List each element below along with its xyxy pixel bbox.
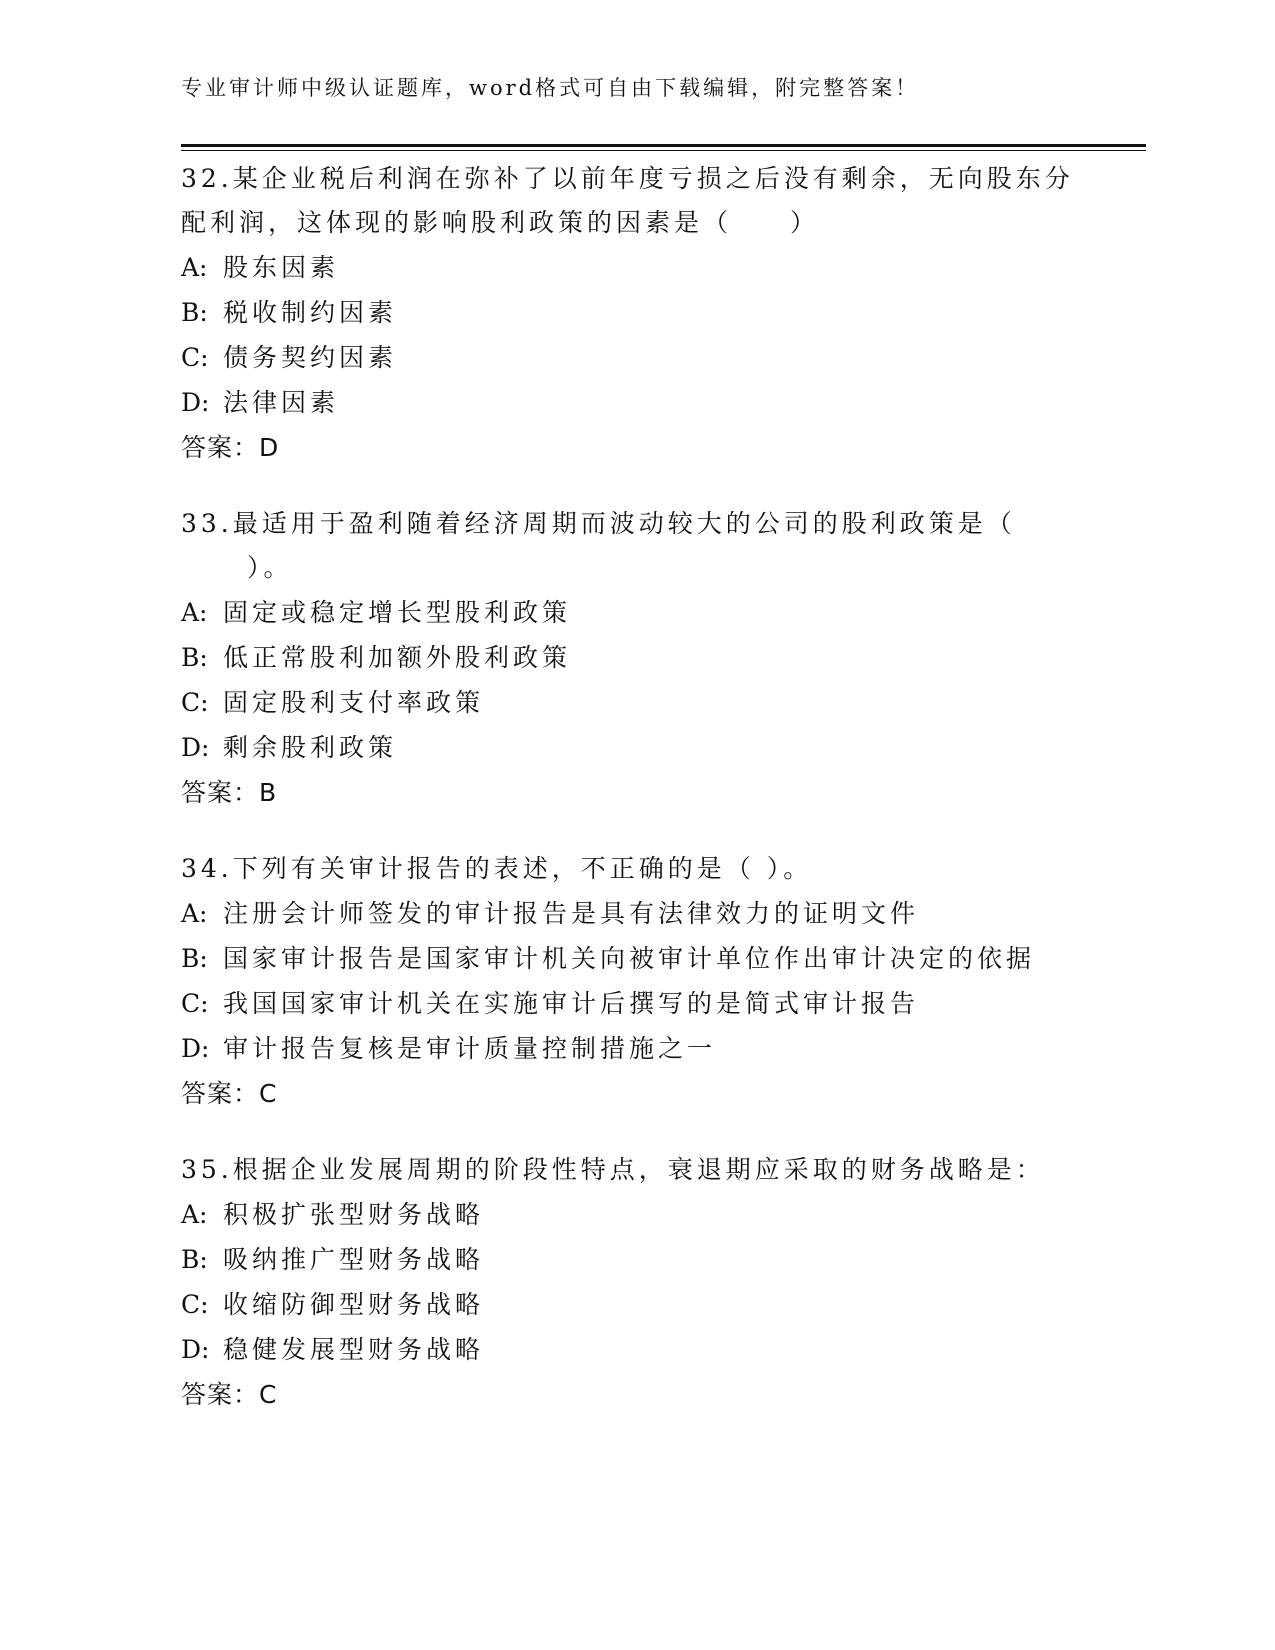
option-text: 固定股利支付率政策: [223, 688, 485, 717]
option-key: A:: [181, 598, 208, 627]
header-rule-thick: [181, 144, 1146, 147]
question-stem-line-2: 配利润，这体现的影响股利政策的因素是（ ）: [181, 208, 820, 237]
option-c: [181, 680, 1081, 725]
question-list: [181, 157, 1081, 1449]
option-text: 剩余股利政策: [223, 733, 398, 762]
option-text: 税收制约因素: [223, 298, 398, 327]
option-key: C:: [181, 1290, 209, 1319]
option-a: [181, 245, 1081, 290]
option-text: 法律因素: [223, 388, 340, 417]
option-key: A:: [181, 899, 208, 928]
option-key: A:: [181, 1200, 208, 1229]
question-stem-line-1: 33.最适用于盈利随着经济周期而波动较大的公司的股利政策是（: [181, 509, 1016, 538]
option-key: B:: [181, 944, 208, 973]
option-b: [181, 290, 1081, 335]
option-d: [181, 725, 1081, 770]
option-text: 国家审计报告是国家审计机关向被审计单位作出审计决定的依据: [223, 944, 1036, 973]
option-key: D:: [181, 1034, 210, 1063]
answer-line: 答案：C: [181, 1380, 278, 1409]
option-text: 积极扩张型财务战略: [223, 1200, 485, 1229]
option-text: 我国国家审计机关在实施审计后撰写的是简式审计报告: [223, 989, 920, 1018]
question-stem: [181, 847, 1081, 891]
option-a: [181, 590, 1081, 635]
option-c: [181, 981, 1081, 1026]
question-stem: [181, 157, 1081, 245]
option-key: C:: [181, 989, 209, 1018]
question-stem-line-1: 34.下列有关审计报告的表述，不正确的是（ ）。: [181, 854, 813, 883]
option-c: [181, 1282, 1081, 1327]
answer-line: 答案：C: [181, 1079, 278, 1108]
option-text: 固定或稳定增长型股利政策: [223, 598, 572, 627]
answer-line: 答案：B: [181, 778, 278, 807]
question-stem-line-1: 32.某企业税后利润在弥补了以前年度亏损之后没有剩余，无向股东分: [181, 164, 1074, 193]
question-stem: [181, 502, 1081, 590]
option-d: [181, 380, 1081, 425]
option-a: [181, 891, 1081, 936]
page-header-text: 专业审计师中级认证题库，word格式可自由下载编辑，附完整答案！: [181, 76, 920, 100]
option-text: 股东因素: [223, 253, 340, 282]
header-rule-thin: [181, 150, 1146, 151]
option-key: B:: [181, 643, 208, 672]
question-34: [181, 847, 1081, 1116]
option-b: [181, 936, 1081, 981]
option-key: A:: [181, 253, 208, 282]
question-35: [181, 1148, 1081, 1417]
option-c: [181, 335, 1081, 380]
option-text: 收缩防御型财务战略: [223, 1290, 485, 1319]
option-b: [181, 635, 1081, 680]
option-d: [181, 1026, 1081, 1071]
option-a: [181, 1192, 1081, 1237]
option-text: 审计报告复核是审计质量控制措施之一: [223, 1034, 717, 1063]
option-d: [181, 1327, 1081, 1372]
option-key: C:: [181, 343, 209, 372]
option-text: 债务契约因素: [223, 343, 398, 372]
option-key: D:: [181, 388, 210, 417]
question-32: [181, 157, 1081, 470]
option-key: C:: [181, 688, 209, 717]
option-text: 注册会计师签发的审计报告是具有法律效力的证明文件: [223, 899, 920, 928]
option-text: 吸纳推广型财务战略: [223, 1245, 485, 1274]
option-key: B:: [181, 1245, 208, 1274]
option-text: 低正常股利加额外股利政策: [223, 643, 572, 672]
option-key: B:: [181, 298, 208, 327]
question-stem-line-1: 35.根据企业发展周期的阶段性特点，衰退期应采取的财务战略是：: [181, 1155, 1045, 1184]
question-stem: [181, 1148, 1081, 1192]
option-text: 稳健发展型财务战略: [223, 1335, 485, 1364]
option-key: D:: [181, 733, 210, 762]
question-stem-line-2: ）。: [247, 553, 293, 582]
question-33: [181, 502, 1081, 815]
option-key: D:: [181, 1335, 210, 1364]
answer-line: 答案：D: [181, 433, 280, 462]
option-b: [181, 1237, 1081, 1282]
